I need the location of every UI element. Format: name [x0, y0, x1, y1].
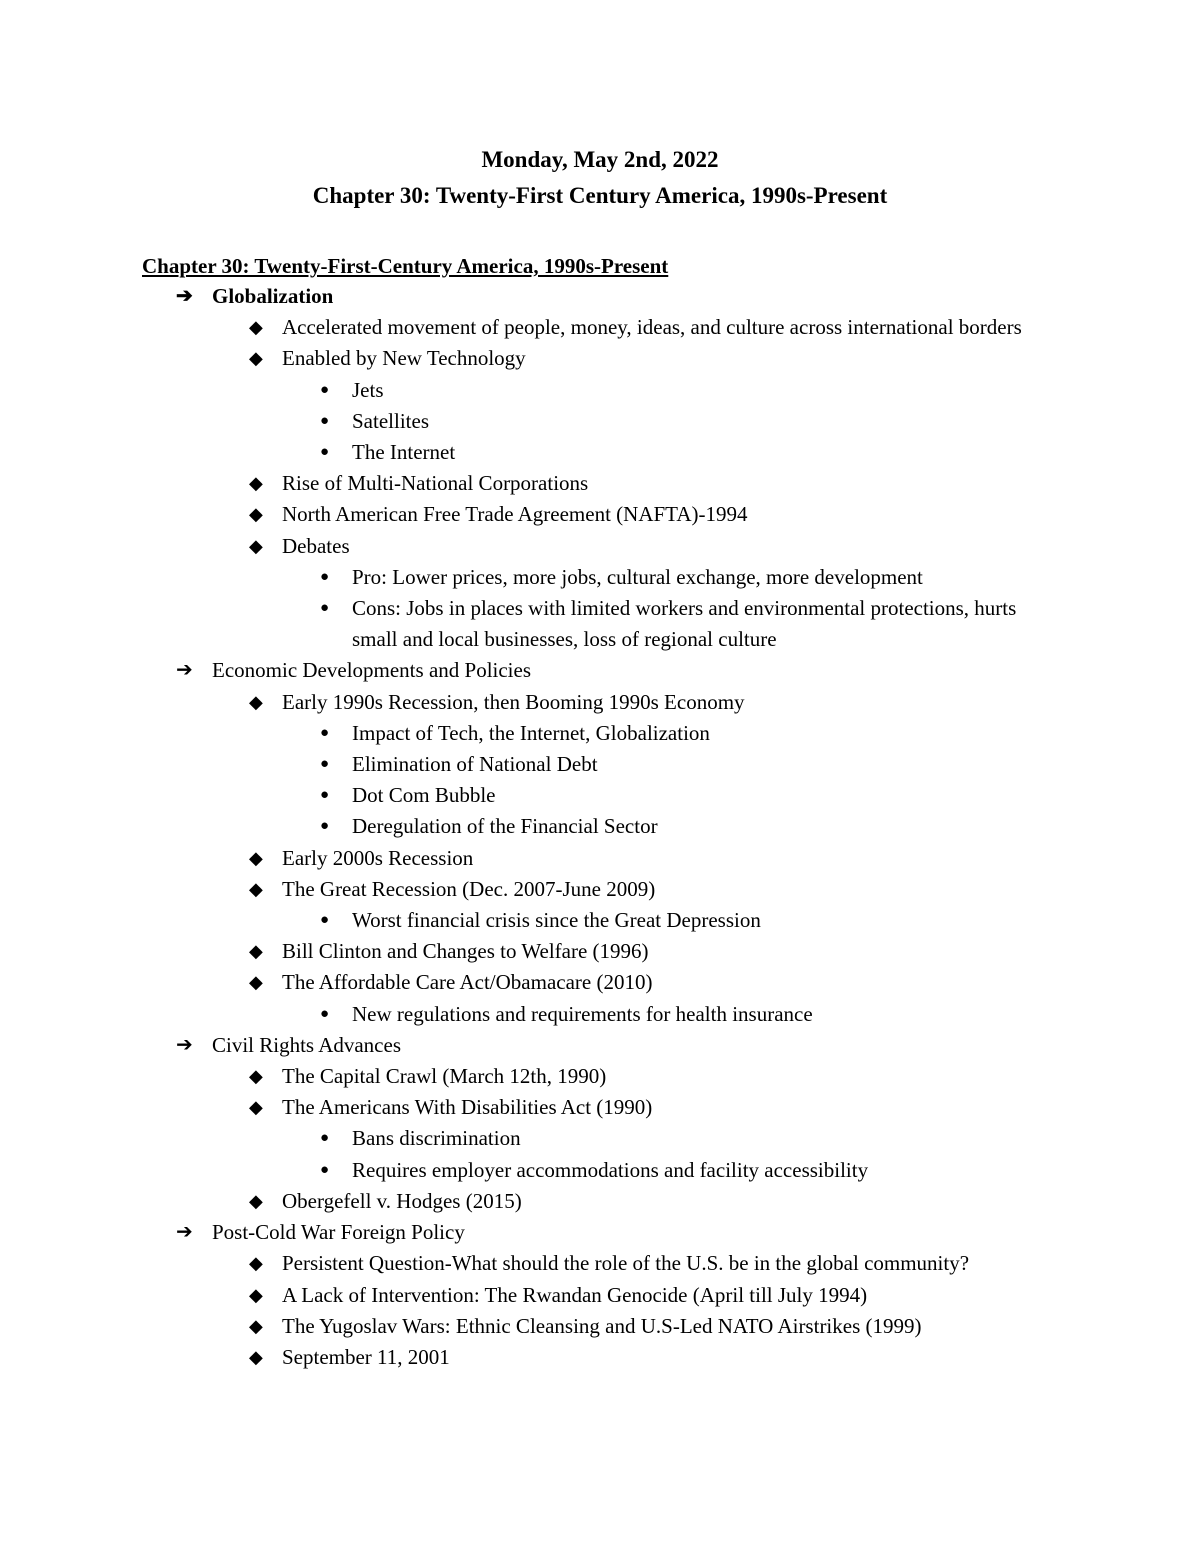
arrow-bullet-icon: ➔ [176, 285, 193, 307]
dot-bullet-icon: ● [320, 444, 330, 461]
outline-item-level3 [0, 905, 1062, 936]
outline-item-level3 [0, 718, 1062, 749]
diamond-bullet-icon: ◆ [249, 1097, 263, 1118]
title-date: Monday, May 2nd, 2022 [481, 147, 719, 172]
outline-item-text: Debates [282, 533, 350, 558]
outline-item-level2 [0, 1311, 1062, 1342]
outline-item-level2 [0, 1061, 1062, 1092]
diamond-bullet-icon: ◆ [249, 317, 263, 338]
outline-item-level2 [0, 1186, 1062, 1217]
dot-bullet-icon: ● [320, 756, 330, 773]
outline-item-level2 [0, 843, 1062, 874]
outline-item-text: The Capital Crawl (March 12th, 1990) [282, 1064, 607, 1089]
outline-item-level3 [0, 1123, 1062, 1154]
outline-item-level3 [0, 749, 1062, 780]
dot-bullet-icon: ● [320, 787, 330, 804]
outline-item-text: The Affordable Care Act/Obamacare (2010) [282, 970, 653, 995]
outline-item-level2 [0, 468, 1062, 499]
arrow-bullet-icon: ➔ [176, 659, 193, 682]
outline-list [0, 281, 1200, 1373]
outline-item-level2 [0, 967, 1062, 998]
dot-bullet-icon: ● [320, 412, 330, 429]
outline-item-text: Persistent Question-What should the role of the U.S. be in the global community? [282, 1251, 970, 1276]
outline-item-text: Bans discrimination [352, 1126, 521, 1151]
outline-item-level3 [0, 437, 1062, 468]
outline-item-level2 [0, 1342, 1062, 1373]
outline-item-text: The Great Recession (Dec. 2007-June 2009) [282, 876, 656, 901]
outline-item-text: Deregulation of the Financial Sector [352, 814, 658, 839]
outline-item-text: Early 2000s Recession [282, 845, 474, 870]
outline-item-text: Post-Cold War Foreign Policy [212, 1220, 465, 1245]
outline-item-level1 [0, 655, 1032, 686]
dot-bullet-icon: ● [320, 912, 330, 929]
outline-item-level2 [0, 936, 1062, 967]
arrow-bullet-icon: ➔ [176, 1221, 193, 1244]
outline-item-text: Pro: Lower prices, more jobs, cultural exchange, more development [352, 564, 923, 589]
diamond-bullet-icon: ◆ [249, 878, 263, 899]
outline-item-level1 [0, 1217, 1032, 1248]
diamond-bullet-icon: ◆ [249, 1190, 263, 1211]
diamond-bullet-icon: ◆ [249, 1253, 263, 1274]
diamond-bullet-icon: ◆ [249, 473, 263, 494]
outline-item-level1 [0, 1030, 1032, 1061]
outline-item-text: Requires employer accommodations and facility accessibility [352, 1157, 869, 1182]
outline-item-level3 [0, 780, 1062, 811]
outline-item-level3 [0, 1155, 1062, 1186]
outline-item-level3 [0, 375, 1062, 406]
arrow-bullet-icon: ➔ [176, 1033, 193, 1056]
diamond-bullet-icon: ◆ [249, 1066, 263, 1087]
diamond-bullet-icon: ◆ [249, 504, 263, 525]
outline-item-level3 [0, 406, 1062, 437]
diamond-bullet-icon: ◆ [249, 1284, 263, 1305]
diamond-bullet-icon: ◆ [249, 941, 263, 962]
outline-item-level2 [0, 499, 1062, 530]
outline-item-text: Early 1990s Recession, then Booming 1990s Economy [282, 689, 745, 714]
diamond-bullet-icon: ◆ [249, 348, 263, 369]
dot-bullet-icon: ● [320, 600, 330, 617]
outline-item-text: September 11, 2001 [282, 1344, 450, 1369]
diamond-bullet-icon: ◆ [249, 847, 263, 868]
outline-item-text: Jets [352, 377, 384, 402]
diamond-bullet-icon: ◆ [249, 972, 263, 993]
outline-item-level2 [0, 531, 1062, 562]
outline-item-text: Elimination of National Debt [352, 752, 598, 777]
outline-item-text: Satellites [352, 408, 429, 433]
diamond-bullet-icon: ◆ [249, 535, 263, 556]
outline-item-text: Enabled by New Technology [282, 346, 526, 371]
outline-item-level3 [0, 811, 1062, 842]
diamond-bullet-icon: ◆ [249, 1315, 263, 1336]
outline-item-level1 [0, 281, 1032, 312]
outline-item-level2 [0, 1248, 1062, 1279]
dot-bullet-icon: ● [320, 1130, 330, 1147]
outline-item-text: Cons: Jobs in places with limited workers and environmental protections, hurts small and local businesses, loss of regional culture [352, 596, 1017, 652]
diamond-bullet-icon: ◆ [249, 1346, 263, 1367]
outline-item-text: A Lack of Intervention: The Rwandan Genocide (April till July 1994) [282, 1282, 868, 1307]
outline-item-text: Globalization [212, 284, 334, 308]
section-heading: Chapter 30: Twenty-First-Century America, 1990s-Present [142, 254, 669, 278]
outline-item-text: Worst financial crisis since the Great Depression [352, 908, 761, 933]
outline-item-text: Economic Developments and Policies [212, 658, 532, 683]
dot-bullet-icon: ● [320, 1161, 330, 1178]
outline-item-level3 [0, 593, 1062, 655]
outline-item-text: Bill Clinton and Changes to Welfare (1996) [282, 939, 649, 964]
dot-bullet-icon: ● [320, 568, 330, 585]
title-block [0, 142, 1200, 214]
outline-item-level2 [0, 687, 1062, 718]
outline-item-text: Dot Com Bubble [352, 783, 496, 808]
outline-item-level2 [0, 343, 1062, 374]
outline-item-level2 [0, 1280, 1062, 1311]
outline-item-text: Impact of Tech, the Internet, Globalization [352, 720, 710, 745]
diamond-bullet-icon: ◆ [249, 691, 263, 712]
outline-item-level3 [0, 562, 1062, 593]
outline-item-text: New regulations and requirements for health insurance [352, 1001, 813, 1026]
outline-item-text: The Americans With Disabilities Act (1990) [282, 1095, 653, 1120]
outline-item-text: The Internet [352, 440, 456, 465]
dot-bullet-icon: ● [320, 818, 330, 835]
outline-item-level2 [0, 874, 1062, 905]
title-chapter: Chapter 30: Twenty-First Century America, 1990s-Present [312, 183, 888, 208]
outline-item-level2 [0, 1092, 1062, 1123]
outline-item-text: Civil Rights Advances [212, 1032, 401, 1057]
outline-item-text: Obergefell v. Hodges (2015) [282, 1188, 522, 1213]
dot-bullet-icon: ● [320, 724, 330, 741]
outline-item-level2 [0, 312, 1062, 343]
outline-item-level3 [0, 999, 1062, 1030]
outline-item-text: Accelerated movement of people, money, ideas, and culture across international borders [282, 315, 1022, 340]
outline-item-text: North American Free Trade Agreement (NAFTA)-1994 [282, 502, 748, 527]
outline-item-text: Rise of Multi-National Corporations [282, 471, 589, 496]
dot-bullet-icon: ● [320, 1005, 330, 1022]
outline-item-text: The Yugoslav Wars: Ethnic Cleansing and U.S-Led NATO Airstrikes (1999) [282, 1313, 922, 1338]
dot-bullet-icon: ● [320, 381, 330, 398]
